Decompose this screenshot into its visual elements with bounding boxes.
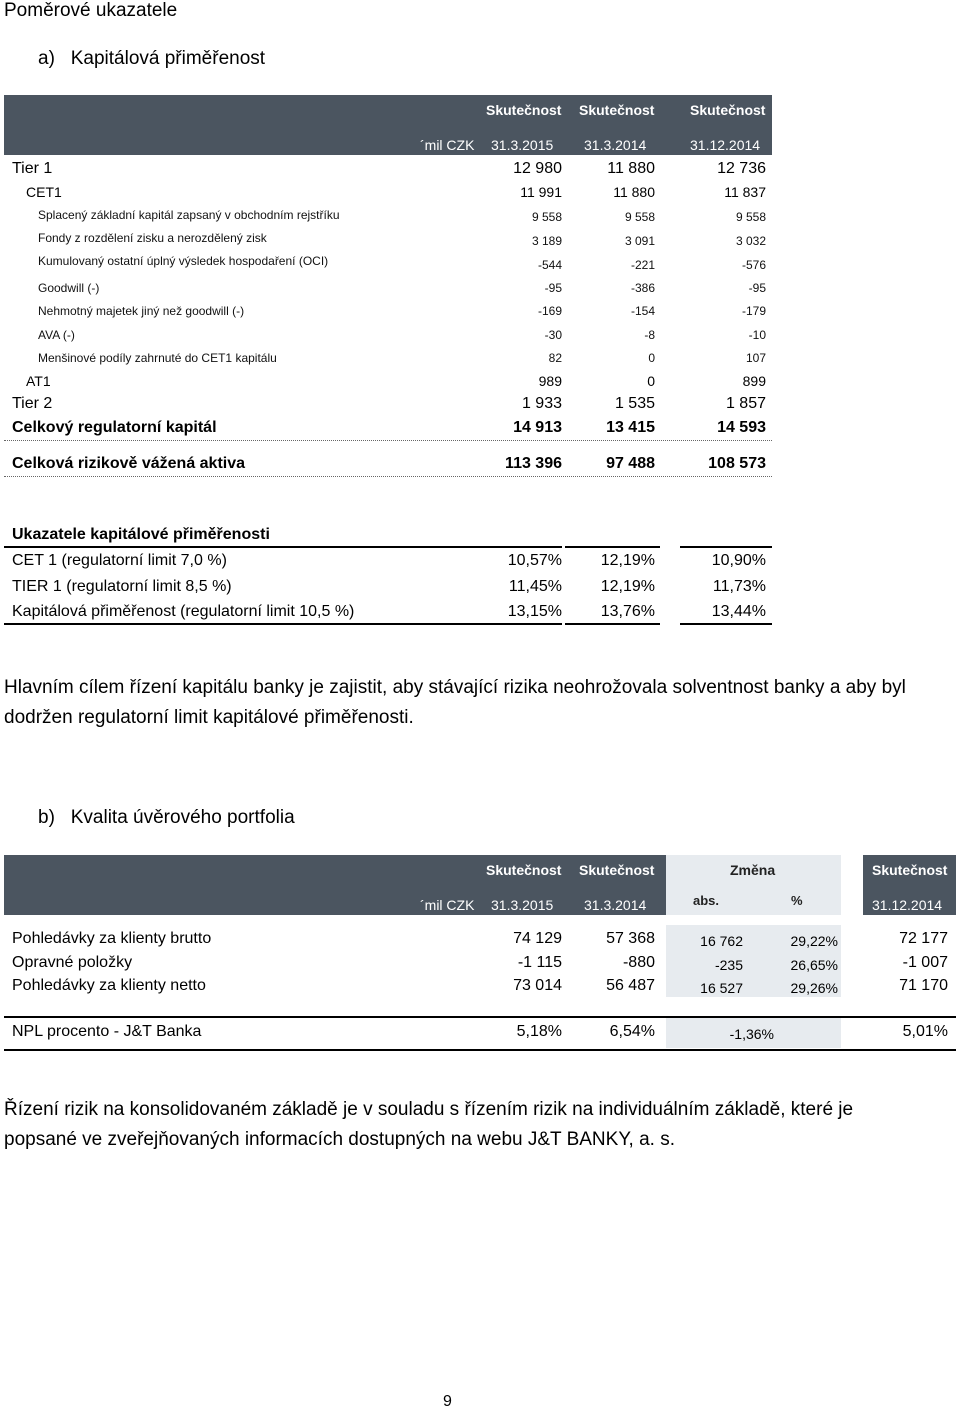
value: 1 933 — [521, 395, 562, 412]
page-title: Poměrové ukazatele — [4, 0, 178, 21]
row-label: Tier 2 — [12, 395, 53, 412]
value: 3 091 — [624, 234, 655, 248]
value: 29,26% — [790, 980, 838, 996]
row-label: Tier 1 — [12, 160, 53, 177]
divider — [4, 476, 772, 477]
ratios-title: Ukazatele kapitálové přiměřenosti — [12, 526, 270, 543]
value: 14 913 — [513, 419, 562, 436]
value: 12 736 — [717, 160, 766, 177]
divider — [680, 546, 772, 548]
value: 107 — [745, 351, 766, 365]
col-subheader: % — [791, 893, 803, 908]
col-header: Skutečnost — [486, 102, 562, 118]
value: 3 189 — [531, 234, 562, 248]
value: 16 762 — [700, 933, 743, 949]
value: 97 488 — [606, 455, 655, 472]
value: 3 032 — [735, 234, 766, 248]
npl-value: 5,01% — [902, 1023, 948, 1040]
section-a-title: a) Kapitálová přiměřenost — [38, 48, 266, 69]
row-label: Splacený základní kapitál zapsaný v obchodním rejstříku — [38, 208, 340, 222]
col-header: Skutečnost — [872, 862, 948, 878]
value: 1 535 — [614, 395, 655, 412]
table-a-header — [4, 95, 772, 155]
value: -95 — [544, 281, 562, 295]
divider — [4, 1049, 956, 1051]
value: -1 115 — [517, 954, 562, 971]
value: 71 170 — [899, 977, 948, 994]
value: 113 396 — [505, 455, 562, 472]
ratio-value: 10,57% — [507, 552, 562, 569]
divider — [4, 546, 562, 548]
row-label: Kumulovaný ostatní úplný výsledek hospodaření (OCI) — [38, 254, 329, 268]
value: 29,22% — [790, 933, 838, 949]
npl-value: -1,36% — [729, 1026, 774, 1042]
ratio-label: Kapitálová přiměřenost (regulatorní limit 10,5 %) — [12, 603, 355, 620]
ratio-label: CET 1 (regulatorní limit 7,0 %) — [12, 552, 227, 569]
value: 57 368 — [606, 930, 655, 947]
value: 9 558 — [624, 210, 655, 224]
ratio-value: 12,19% — [600, 552, 655, 569]
table-b-header — [4, 855, 666, 915]
value: -179 — [741, 304, 766, 318]
section-b-title: b) Kvalita úvěrového portfolia — [38, 807, 295, 828]
value: 11 837 — [724, 184, 766, 200]
col-date: 31.3.2014 — [584, 897, 647, 913]
npl-label: NPL procento - J&T Banka — [12, 1023, 202, 1040]
value: 9 558 — [735, 210, 766, 224]
value: 108 573 — [708, 455, 766, 472]
value: 989 — [538, 373, 562, 389]
divider — [565, 623, 660, 625]
row-label: AT1 — [26, 373, 51, 389]
value: -544 — [537, 258, 562, 272]
value: -576 — [741, 258, 766, 272]
unit-label: ´mil CZK — [420, 897, 475, 913]
page-number: 9 — [443, 1393, 452, 1410]
ratio-value: 11,73% — [712, 578, 766, 595]
value: 14 593 — [717, 419, 766, 436]
row-label: Pohledávky za klienty netto — [12, 977, 206, 994]
col-header: Změna — [730, 862, 776, 878]
row-label: Pohledávky za klienty brutto — [12, 930, 212, 947]
row-label: AVA (-) — [38, 328, 75, 342]
divider — [4, 440, 772, 441]
value: -30 — [544, 328, 562, 342]
value: 56 487 — [606, 977, 655, 994]
value: 11 880 — [613, 184, 655, 200]
value: -154 — [630, 304, 655, 318]
row-label: Celková rizikově vážená aktiva — [12, 455, 246, 472]
value: -235 — [714, 957, 743, 973]
value: 82 — [548, 351, 562, 365]
value: -880 — [622, 954, 655, 971]
col-date: 31.12.2014 — [690, 137, 761, 153]
row-label: Fondy z rozdělení zisku a nerozdělený zisk — [38, 231, 267, 245]
value: 899 — [742, 373, 766, 389]
value: -10 — [748, 328, 766, 342]
value: 73 014 — [513, 977, 562, 994]
value: 26,65% — [790, 957, 838, 973]
value: 11 991 — [520, 184, 562, 200]
row-label: Opravné položky — [12, 954, 133, 971]
row-label: Celkový regulatorní kapitál — [12, 419, 217, 436]
value: 72 177 — [899, 930, 948, 947]
col-header: Skutečnost — [579, 102, 655, 118]
value: -221 — [630, 258, 655, 272]
col-date: 31.3.2015 — [491, 137, 554, 153]
row-label: CET1 — [26, 184, 62, 200]
value: 9 558 — [531, 210, 562, 224]
npl-value: 6,54% — [609, 1023, 655, 1040]
value: 16 527 — [700, 980, 743, 996]
col-subheader: abs. — [693, 893, 720, 908]
paragraph-b: Řízení rizik na konsolidovaném základě je v souladu s řízením rizik na individuálním základě, které je popsané ve zveřejňovaných informacích dostupných na webu J&T BANKY, a. s. — [4, 1099, 854, 1150]
col-date: 31.3.2014 — [584, 137, 647, 153]
paragraph-a: Hlavním cílem řízení kapitálu banky je zajistit, aby stávající rizika neohrožovala solventnost banky a aby byl dodržen regulatorní limit kapitálové přiměřenosti. — [4, 677, 906, 728]
value: 12 980 — [513, 160, 562, 177]
value: -1 007 — [902, 954, 948, 971]
value: 74 129 — [513, 930, 562, 947]
col-date: 31.3.2015 — [491, 897, 554, 913]
value: 1 857 — [725, 395, 766, 412]
value: -386 — [630, 281, 655, 295]
value: 0 — [647, 373, 655, 389]
ratio-label: TIER 1 (regulatorní limit 8,5 %) — [12, 578, 232, 595]
value: 13 415 — [606, 419, 655, 436]
ratio-value: 13,15% — [507, 603, 562, 620]
ratio-value: 11,45% — [508, 578, 562, 595]
col-header: Skutečnost — [690, 102, 766, 118]
ratio-value: 10,90% — [711, 552, 766, 569]
unit-label: ´mil CZK — [420, 137, 475, 153]
divider — [680, 623, 772, 625]
row-label: Menšinové podíly zahrnuté do CET1 kapitálu — [38, 351, 277, 365]
value: -169 — [537, 304, 562, 318]
ratio-value: 13,76% — [600, 603, 655, 620]
value: 11 880 — [607, 160, 655, 177]
value: 0 — [648, 351, 655, 365]
ratio-value: 12,19% — [600, 578, 655, 595]
value: -8 — [644, 328, 655, 342]
row-label: Goodwill (-) — [38, 281, 100, 295]
col-date: 31.12.2014 — [872, 897, 943, 913]
row-label: Nehmotný majetek jiný než goodwill (-) — [38, 304, 245, 318]
divider — [4, 623, 562, 625]
value: -95 — [748, 281, 766, 295]
divider — [565, 546, 660, 548]
ratio-value: 13,44% — [711, 603, 766, 620]
npl-value: 5,18% — [516, 1023, 562, 1040]
col-header: Skutečnost — [579, 862, 655, 878]
col-header: Skutečnost — [486, 862, 562, 878]
